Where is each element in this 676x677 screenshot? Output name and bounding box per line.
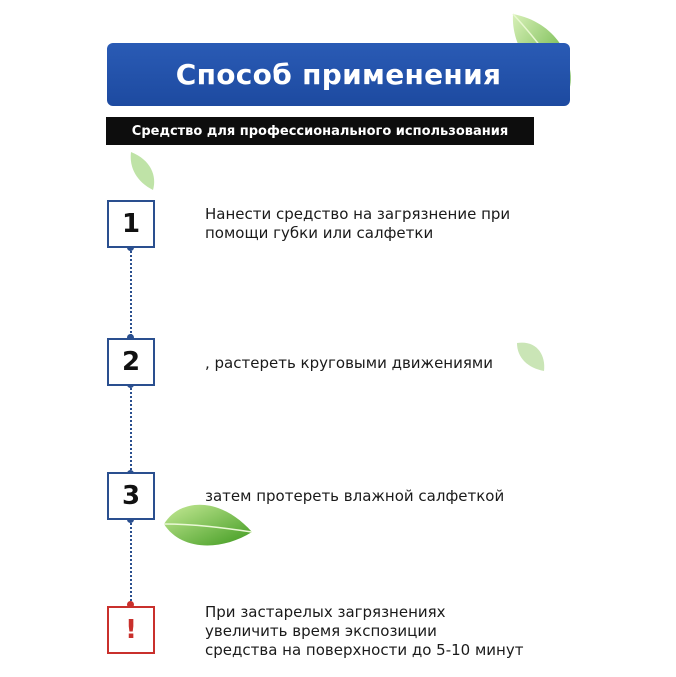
step-number-1: 1 <box>107 200 155 248</box>
connector-1-2 <box>130 248 132 336</box>
leaf-decoration-small <box>127 150 159 192</box>
step-number-3: 3 <box>107 472 155 520</box>
page-subtitle: Средство для профессионального использования <box>131 123 509 139</box>
connector-3-warning <box>130 520 132 604</box>
title-bar <box>107 43 570 106</box>
subtitle-bar <box>106 117 534 145</box>
connector-2-3 <box>130 385 132 473</box>
step-number-2: 2 <box>107 338 155 386</box>
warning-text: При застарелых загрязнениях увеличить время экспозиции средства на поверхности до 5-10 минут <box>205 603 524 659</box>
step-text-3: затем протереть влажной салфеткой <box>205 487 505 505</box>
leaf-decoration-step2 <box>514 338 548 374</box>
page-title: Способ применения <box>175 58 502 91</box>
step-text-1: Нанести средство на загрязнение при помощи губки или салфетки <box>205 205 511 242</box>
warning-marker: ! <box>107 606 155 654</box>
step-text-2: , растереть круговыми движениями <box>205 354 493 372</box>
